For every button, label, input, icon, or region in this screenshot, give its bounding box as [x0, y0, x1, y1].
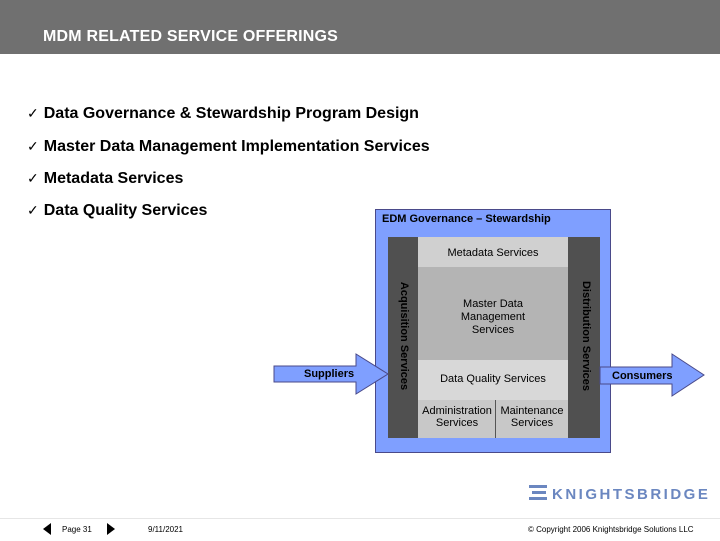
administration-services-label: Administration Services: [422, 405, 492, 429]
slide-title: MDM RELATED SERVICE OFFERINGS: [43, 28, 339, 45]
metadata-services-label: Metadata Services: [447, 247, 539, 259]
edm-governance-label: EDM Governance – Stewardship: [382, 213, 551, 225]
distribution-services-label: Distribution Services: [580, 280, 592, 392]
footer-copyright: © Copyright 2006 Knightsbridge Solutions LLC: [528, 525, 694, 534]
knightsbridge-logo-text: KNIGHTSBRIDGE: [552, 486, 711, 503]
triangle-right-icon[interactable]: [106, 523, 116, 535]
page-number: Page 31: [62, 525, 92, 534]
bullet-item: ✓ Data Quality Services: [27, 202, 208, 219]
checkmark-icon: ✓: [27, 170, 39, 186]
footer-date: 9/11/2021: [148, 525, 183, 534]
checkmark-icon: ✓: [27, 105, 39, 121]
mdm-services-label: Master Data Management Services: [460, 298, 526, 336]
consumers-label: Consumers: [612, 370, 673, 382]
data-quality-services-label: Data Quality Services: [440, 373, 546, 385]
maintenance-services-label: Maintenance Services: [500, 405, 564, 429]
bullet-item: ✓ Data Governance & Stewardship Program Design: [27, 105, 419, 122]
knightsbridge-logo-icon: [527, 483, 549, 503]
bullet-item: ✓ Master Data Management Implementation Services: [27, 138, 430, 155]
checkmark-icon: ✓: [27, 202, 39, 218]
bullet-item: ✓ Metadata Services: [27, 170, 184, 187]
triangle-left-icon[interactable]: [42, 523, 52, 535]
suppliers-label: Suppliers: [304, 368, 355, 380]
checkmark-icon: ✓: [27, 138, 39, 154]
acquisition-services-label: Acquisition Services: [398, 281, 410, 391]
